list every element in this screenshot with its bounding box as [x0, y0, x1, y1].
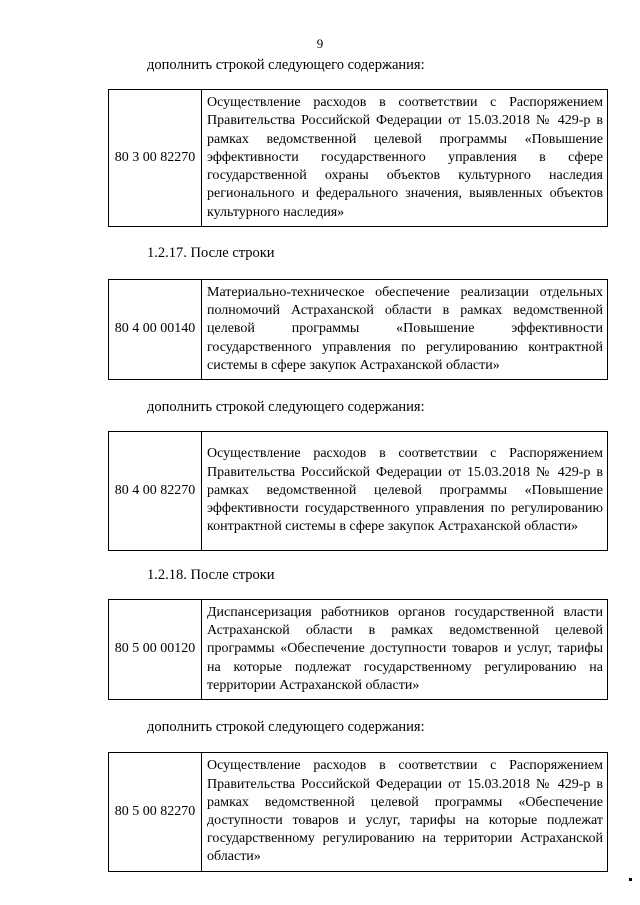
classification-code: 80 4 00 82270: [109, 432, 202, 551]
section-heading: 1.2.17. После строки: [147, 245, 275, 261]
classification-code: 80 5 00 82270: [109, 753, 202, 872]
budget-row-table: [108, 89, 608, 227]
table-row: [109, 753, 608, 872]
row-description: Материально-техническое обеспечение реализации отдельных полномочий Астраханской области в рамках ведомственной целевой программы «Повышение эффективности государственного управления по регулированию контрактной системы в сфере закупок Астраханской области»: [202, 280, 608, 380]
table-row: [109, 600, 608, 700]
budget-row-table: [108, 431, 608, 551]
row-description: Диспансеризация работников органов государственной власти Астраханской области в рамках ведомственной целевой программы «Обеспечение доступности товаров и услуг, тарифы на которые подлежат государственному регулированию на территории Астраханской области»: [202, 600, 608, 700]
budget-row-table: [108, 599, 608, 700]
row-description: Осуществление расходов в соответствии с Распоряжением Правительства Российской Федерации от 15.03.2018 № 429-р в рамках ведомственной целевой программы «Повышение эффективности государственного управления по регулированию контрактной системы в сфере закупок Астраханской области»: [202, 432, 608, 551]
classification-code: 80 3 00 82270: [109, 90, 202, 227]
classification-code: 80 5 00 00120: [109, 600, 202, 700]
table-row: [109, 280, 608, 380]
budget-row-table: [108, 752, 608, 872]
table-row: [109, 90, 608, 227]
classification-code: 80 4 00 00140: [109, 280, 202, 380]
instruction-text: дополнить строкой следующего содержания:: [147, 399, 425, 415]
scan-dot: [629, 878, 632, 881]
row-description: Осуществление расходов в соответствии с Распоряжением Правительства Российской Федерации от 15.03.2018 № 429-р в рамках ведомственной целевой программы «Повышение эффективности государственного управления в сфере государственной охраны объектов культурного наследия регионального и федерального значения, выявленных объектов культурного наследия»: [202, 90, 608, 227]
instruction-text: дополнить строкой следующего содержания:: [147, 57, 425, 73]
budget-row-table: [108, 279, 608, 380]
table-row: [109, 432, 608, 551]
instruction-text: дополнить строкой следующего содержания:: [147, 719, 425, 735]
page-number: 9: [316, 36, 324, 51]
section-heading: 1.2.18. После строки: [147, 567, 275, 583]
row-description: Осуществление расходов в соответствии с Распоряжением Правительства Российской Федерации от 15.03.2018 № 429-р в рамках ведомственной целевой программы «Обеспечение доступности товаров и услуг, тарифы на которые подлежат государственному регулированию на территории Астраханской области»: [202, 753, 608, 872]
